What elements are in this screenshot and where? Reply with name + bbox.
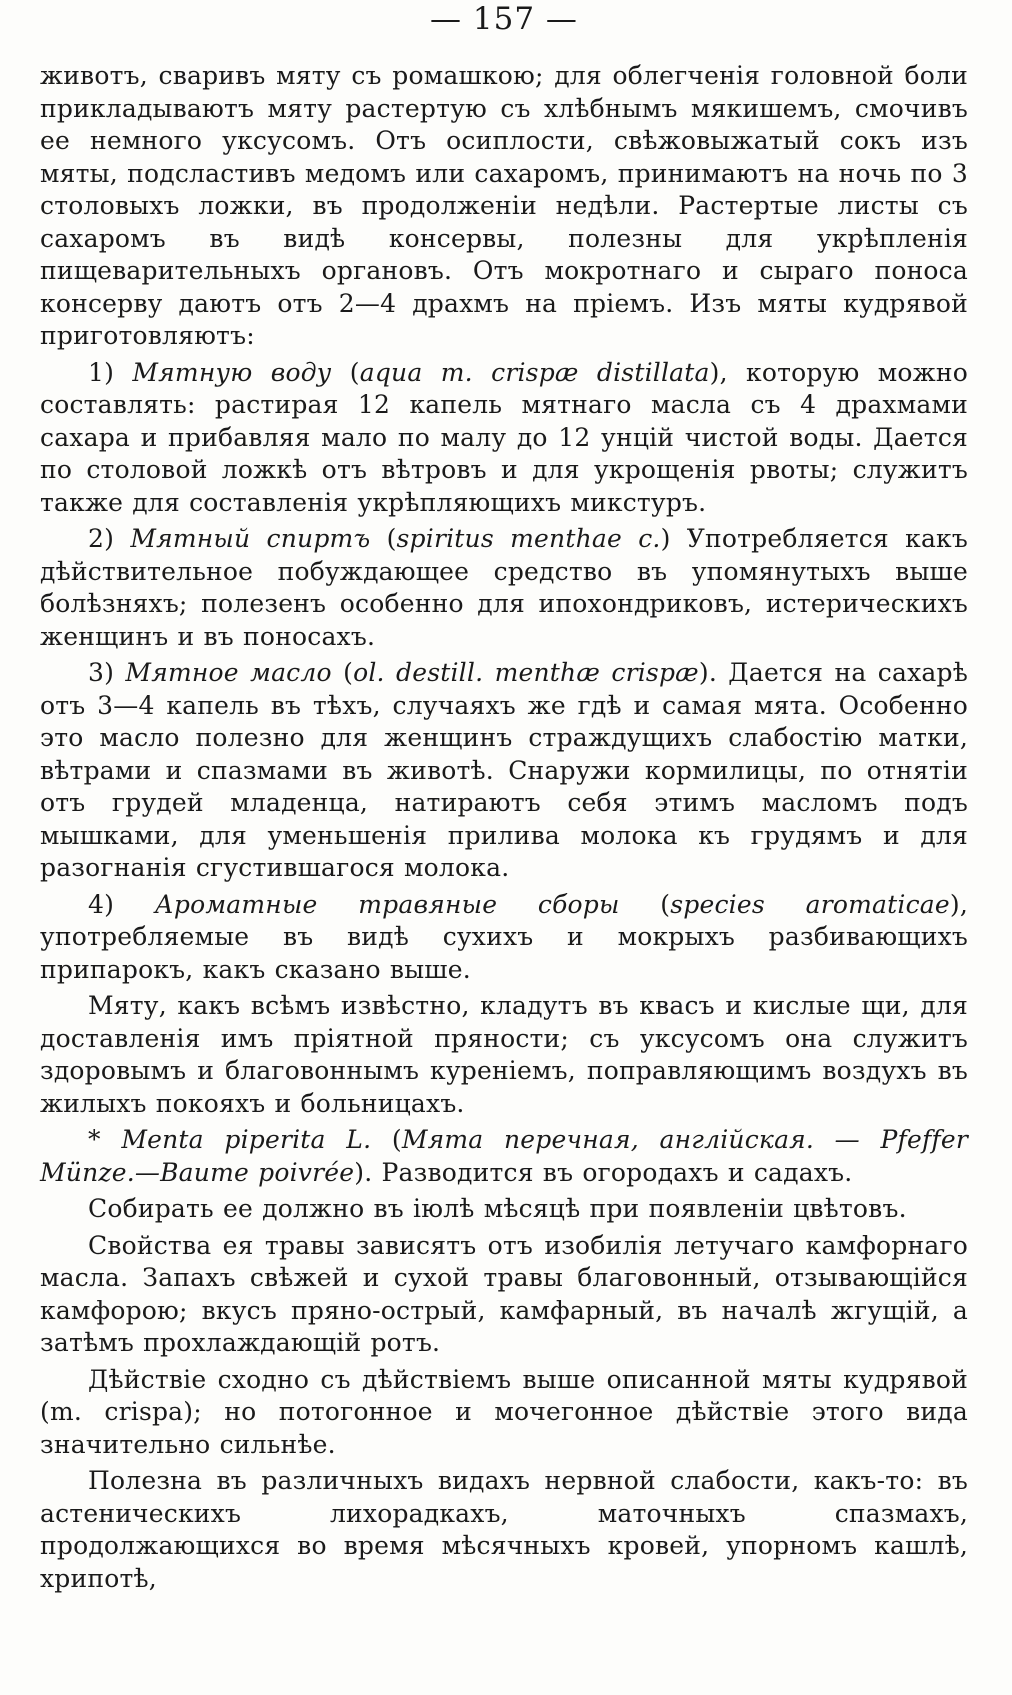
text-run: ( xyxy=(331,357,360,387)
paragraph xyxy=(40,990,968,1120)
text-run: ( xyxy=(331,658,354,687)
text-run: ), употребляемые въ видѣ сухихъ и мокрыхъ разбивающихъ припарокъ, какъ сказано выше. xyxy=(40,889,968,984)
paragraph xyxy=(40,1124,968,1189)
italic-term: Мятную воду xyxy=(132,357,332,387)
text-run: Полезна въ различныхъ видахъ нервной слабости, какъ-то: въ астеническихъ лихорадкахъ, маточныхъ спазмахъ, продолжающихся во время мѣсячныхъ кровей, упорномъ кашлѣ, хрипотѣ, xyxy=(40,1466,968,1593)
text-run: ) Употребляется какъ дѣйствительное побуждающее средство въ упомянутыхъ выше болѣзняхъ; полезенъ особенно для ипохондриковъ, истерическихъ женщинъ и въ поносахъ. xyxy=(40,524,968,651)
text-run: 4) xyxy=(88,889,155,919)
text-run: ), которую можно составлять: растирая 12 капель мятнаго масла съ 4 драхмами сахара и прибавляя мало по малу до 12 унцій чистой воды. Дается по столовой ложкѣ отъ вѣтровъ и для укрощенія рвоты; служитъ также для составленія укрѣпляющихъ микстуръ. xyxy=(40,357,968,517)
italic-term: aqua m. crispæ distillata xyxy=(359,357,710,387)
text-run: 1) xyxy=(88,357,133,387)
paragraph xyxy=(40,1230,968,1360)
paragraph xyxy=(40,1193,968,1226)
paragraph xyxy=(40,1364,968,1462)
text-run: ). Дается на сахарѣ отъ 3—4 капель въ тѣхъ, случаяхъ же гдѣ и самая мята. Особенно это масло полезно для женщинъ страждущихъ слабостію матки, вѣтрами и спазмами въ животѣ. Снаружи кормилицы, по отнятіи отъ грудей младенца, натираютъ себя этимъ масломъ подъ мышками, для уменьшенія прилива молока къ грудямъ и для разогнанія сгустившагося молока. xyxy=(40,658,968,882)
page-body xyxy=(40,60,968,1595)
text-run: 3) xyxy=(88,658,126,687)
text-run: ( xyxy=(370,524,397,553)
text-run: ). Разводится въ огородахъ и садахъ. xyxy=(354,1157,853,1187)
text-run: Свойства ея травы зависятъ отъ изобилія летучаго камфорнаго масла. Запахъ свѣжей и сухой травы благовонный, отзывающійся камфорою; вкусъ пряно-острый, камфарный, въ началѣ жгущій, а затѣмъ прохлаждающій ротъ. xyxy=(40,1230,968,1357)
paragraph xyxy=(40,1465,968,1595)
text-run: ( xyxy=(371,1125,402,1154)
paragraph xyxy=(40,60,968,353)
italic-term: species aromaticae xyxy=(670,889,950,919)
italic-term: ol. destill. menthæ crispæ xyxy=(353,658,699,687)
paragraph xyxy=(40,657,968,885)
paragraph xyxy=(40,889,968,987)
text-run: Собирать ее должно въ іюлѣ мѣсяцѣ при появленіи цвѣтовъ. xyxy=(88,1194,907,1223)
text-run: Мяту, какъ всѣмъ извѣстно, кладутъ въ квасъ и кислые щи, для доставленія имъ пріятной пряности; съ уксусомъ она служитъ здоровымъ и благовоннымъ куреніемъ, поправляющимъ воздухъ въ жилыхъ покояхъ и больницахъ. xyxy=(40,991,968,1118)
italic-term: Мята перечная, англійская. — Pfeffer Münze.—Baume poivrée xyxy=(40,1125,969,1187)
text-run: животъ, сваривъ мяту съ ромашкою; для облегченія головной боли прикладываютъ мяту растертую съ хлѣбнымъ мякишемъ, смочивъ ее немного уксусомъ. Отъ осиплости, свѣжовыжатый сокъ изъ мяты, подсластивъ медомъ или сахаромъ, принимаютъ на ночь по 3 столовыхъ ложки, въ продолженіи недѣли. Растертые листы съ сахаромъ въ видѣ консервы, полезны для укрѣпленія пищеварительныхъ органовъ. Отъ мокротнаго и сыраго поноса консерву даютъ отъ 2—4 драхмъ на пріемъ. Изъ мяты кудрявой приготовляютъ: xyxy=(40,61,968,350)
italic-term: Ароматные травяные сборы xyxy=(154,889,620,919)
paragraph xyxy=(40,523,968,653)
italic-term: Menta piperita L. xyxy=(121,1125,372,1154)
text-run: 2) xyxy=(88,524,131,553)
paragraph xyxy=(40,357,968,520)
text-run: ( xyxy=(619,889,671,919)
text-run: * xyxy=(88,1125,122,1154)
italic-term: Мятный спиртъ xyxy=(130,524,371,553)
italic-term: Мятное масло xyxy=(125,658,332,687)
page-number: — 157 — xyxy=(430,1,578,37)
text-run: Дѣйствіе сходно съ дѣйствіемъ выше описанной мяты кудрявой (m. crispa); но потогонное и мочегонное дѣйствіе этого вида значительно сильнѣе. xyxy=(40,1364,968,1459)
italic-term: spiritus menthae c. xyxy=(396,524,661,553)
